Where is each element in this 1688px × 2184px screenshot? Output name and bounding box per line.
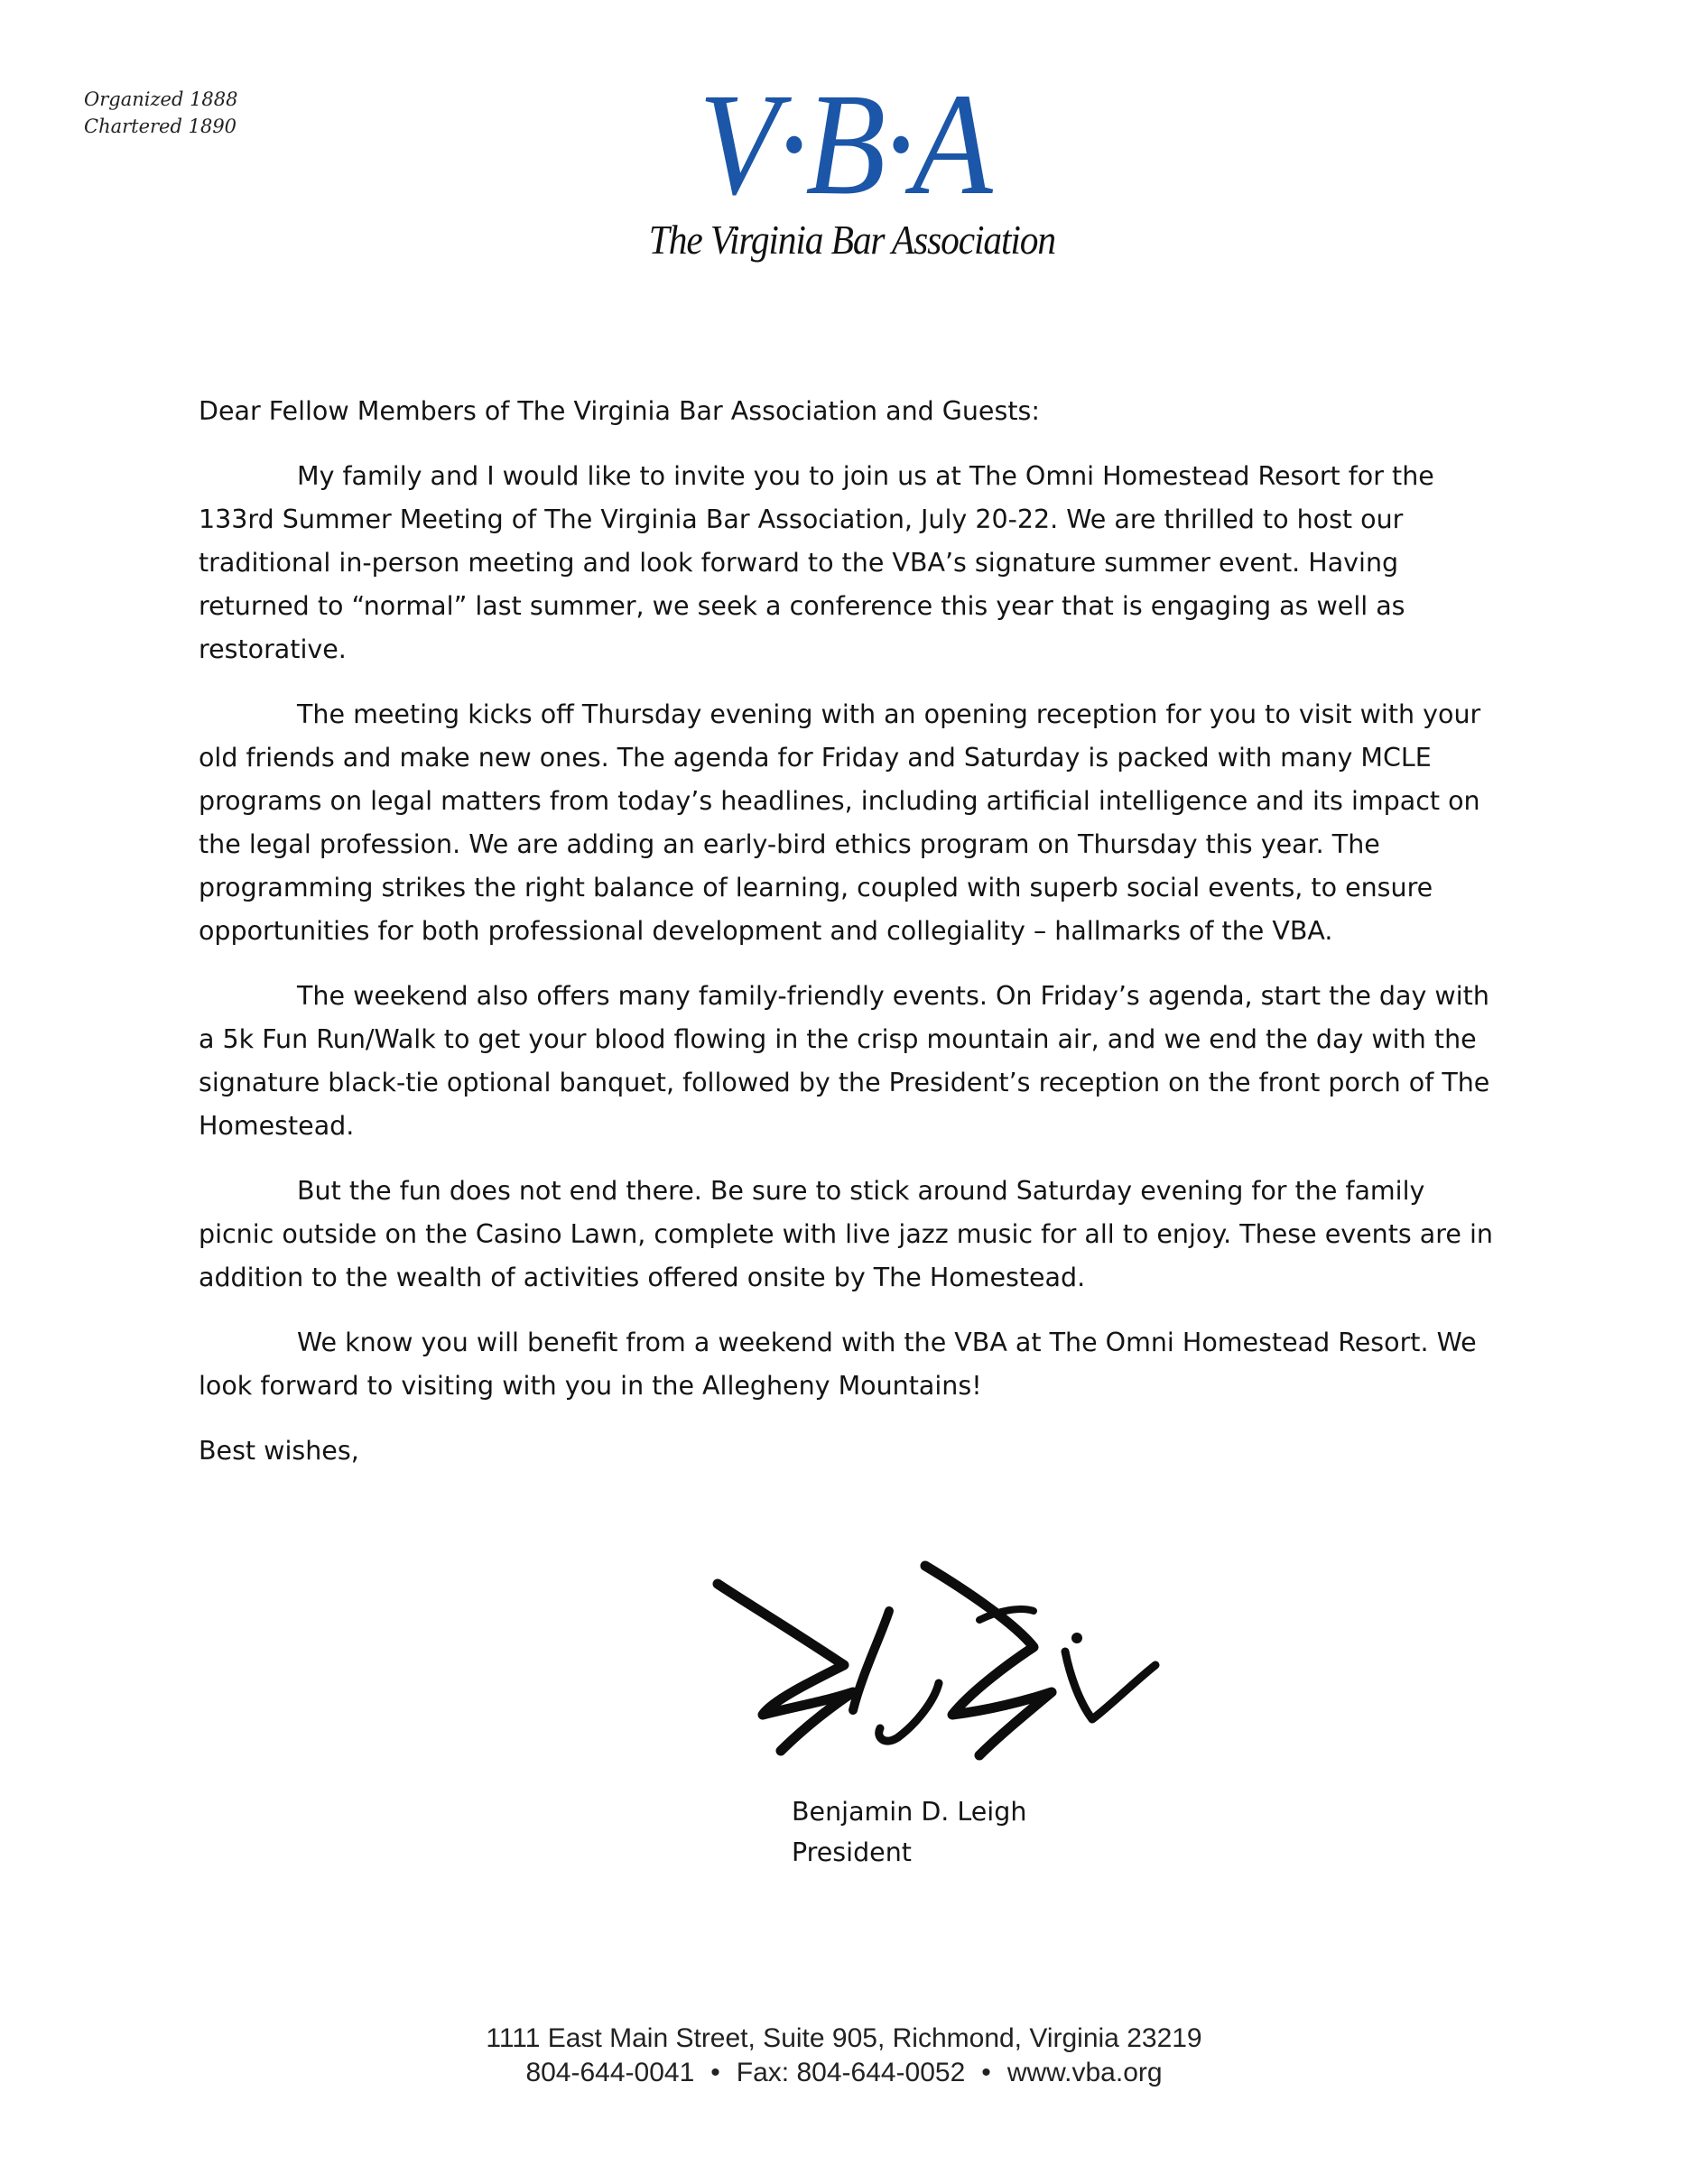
footer-separator: • <box>710 2058 720 2087</box>
letterhead-footer <box>0 2022 1688 2090</box>
footer-phone: 804-644-0041 <box>525 2058 695 2087</box>
signature-stroke <box>925 1566 1052 1755</box>
signature-stroke <box>1065 1652 1155 1719</box>
vba-logo <box>632 64 1056 269</box>
footer-fax: Fax: 804-644-0052 <box>736 2058 966 2087</box>
letter-paragraph: My family and I would like to invite you to join us at The Omni Homestead Resort for the 133rd Summer Meeting of The Virginia Bar Association, July 20-22. We are thrilled to host our traditional in-person meeting and look forward to the VBA’s signature summer event. Having returned to “normal” last summer, we seek a conference this year that is engaging as well as restorative. <box>199 461 1434 664</box>
signature-stroke <box>853 1611 889 1710</box>
signature-stroke <box>718 1584 853 1751</box>
signer-name: Benjamin D. Leigh <box>792 1797 1027 1827</box>
signer-block <box>792 1791 1026 1873</box>
footer-website-link[interactable]: www.vba.org <box>1006 2058 1163 2087</box>
signature-dot <box>1071 1633 1082 1643</box>
chartered-year: Chartered 1890 <box>84 116 237 137</box>
handwritten-signature <box>709 1557 1178 1773</box>
footer-address: 1111 East Main Street, Suite 905, Richmond, Virginia 23219 <box>486 2023 1202 2053</box>
footer-separator: • <box>981 2058 991 2087</box>
signer-title: President <box>792 1837 912 1867</box>
letter-paragraph: The meeting kicks off Thursday evening with an opening reception for you to visit with your old friends and make new ones. The agenda for Friday and Saturday is packed with many MCLE programs on legal matters from today’s headlines, including artificial intelligence and its impact on the legal profession. We are adding an early-bird ethics program on Thursday this year. The programming strikes the right balance of learning, coupled with superb social events, to ensure opportunities for both professional development and collegiality – hallmarks of the VBA. <box>199 699 1481 946</box>
letter-paragraph: We know you will benefit from a weekend with the VBA at The Omni Homestead Resort. We look forward to visiting with you in the Allegheny Mountains! <box>199 1328 1477 1401</box>
letter-body <box>199 390 1507 1495</box>
organized-year: Organized 1888 <box>84 88 238 110</box>
closing: Best wishes, <box>199 1436 359 1466</box>
salutation: Dear Fellow Members of The Virginia Bar Association and Guests: <box>199 396 1040 426</box>
letter-paragraph: But the fun does not end there. Be sure to stick around Saturday evening for the family picnic outside on the Casino Lawn, complete with live jazz music for all to enjoy. These events are in addition to the wealth of activities offered onsite by The Homestead. <box>199 1176 1493 1292</box>
letter-paragraph: The weekend also offers many family-friendly events. On Friday’s agenda, start the day with a 5k Fun Run/Walk to get your blood flowing in the crisp mountain air, and we end the day with the signature black-tie optional banquet, followed by the President’s reception on the front porch of The Homestead. <box>199 981 1490 1141</box>
logo-organization-name: The Virginia Bar Association <box>648 217 1055 263</box>
organization-dates <box>84 86 238 140</box>
footer-contact <box>0 2056 1688 2090</box>
logo-mark: V·B·A <box>698 64 990 226</box>
signature-stroke <box>879 1683 939 1741</box>
